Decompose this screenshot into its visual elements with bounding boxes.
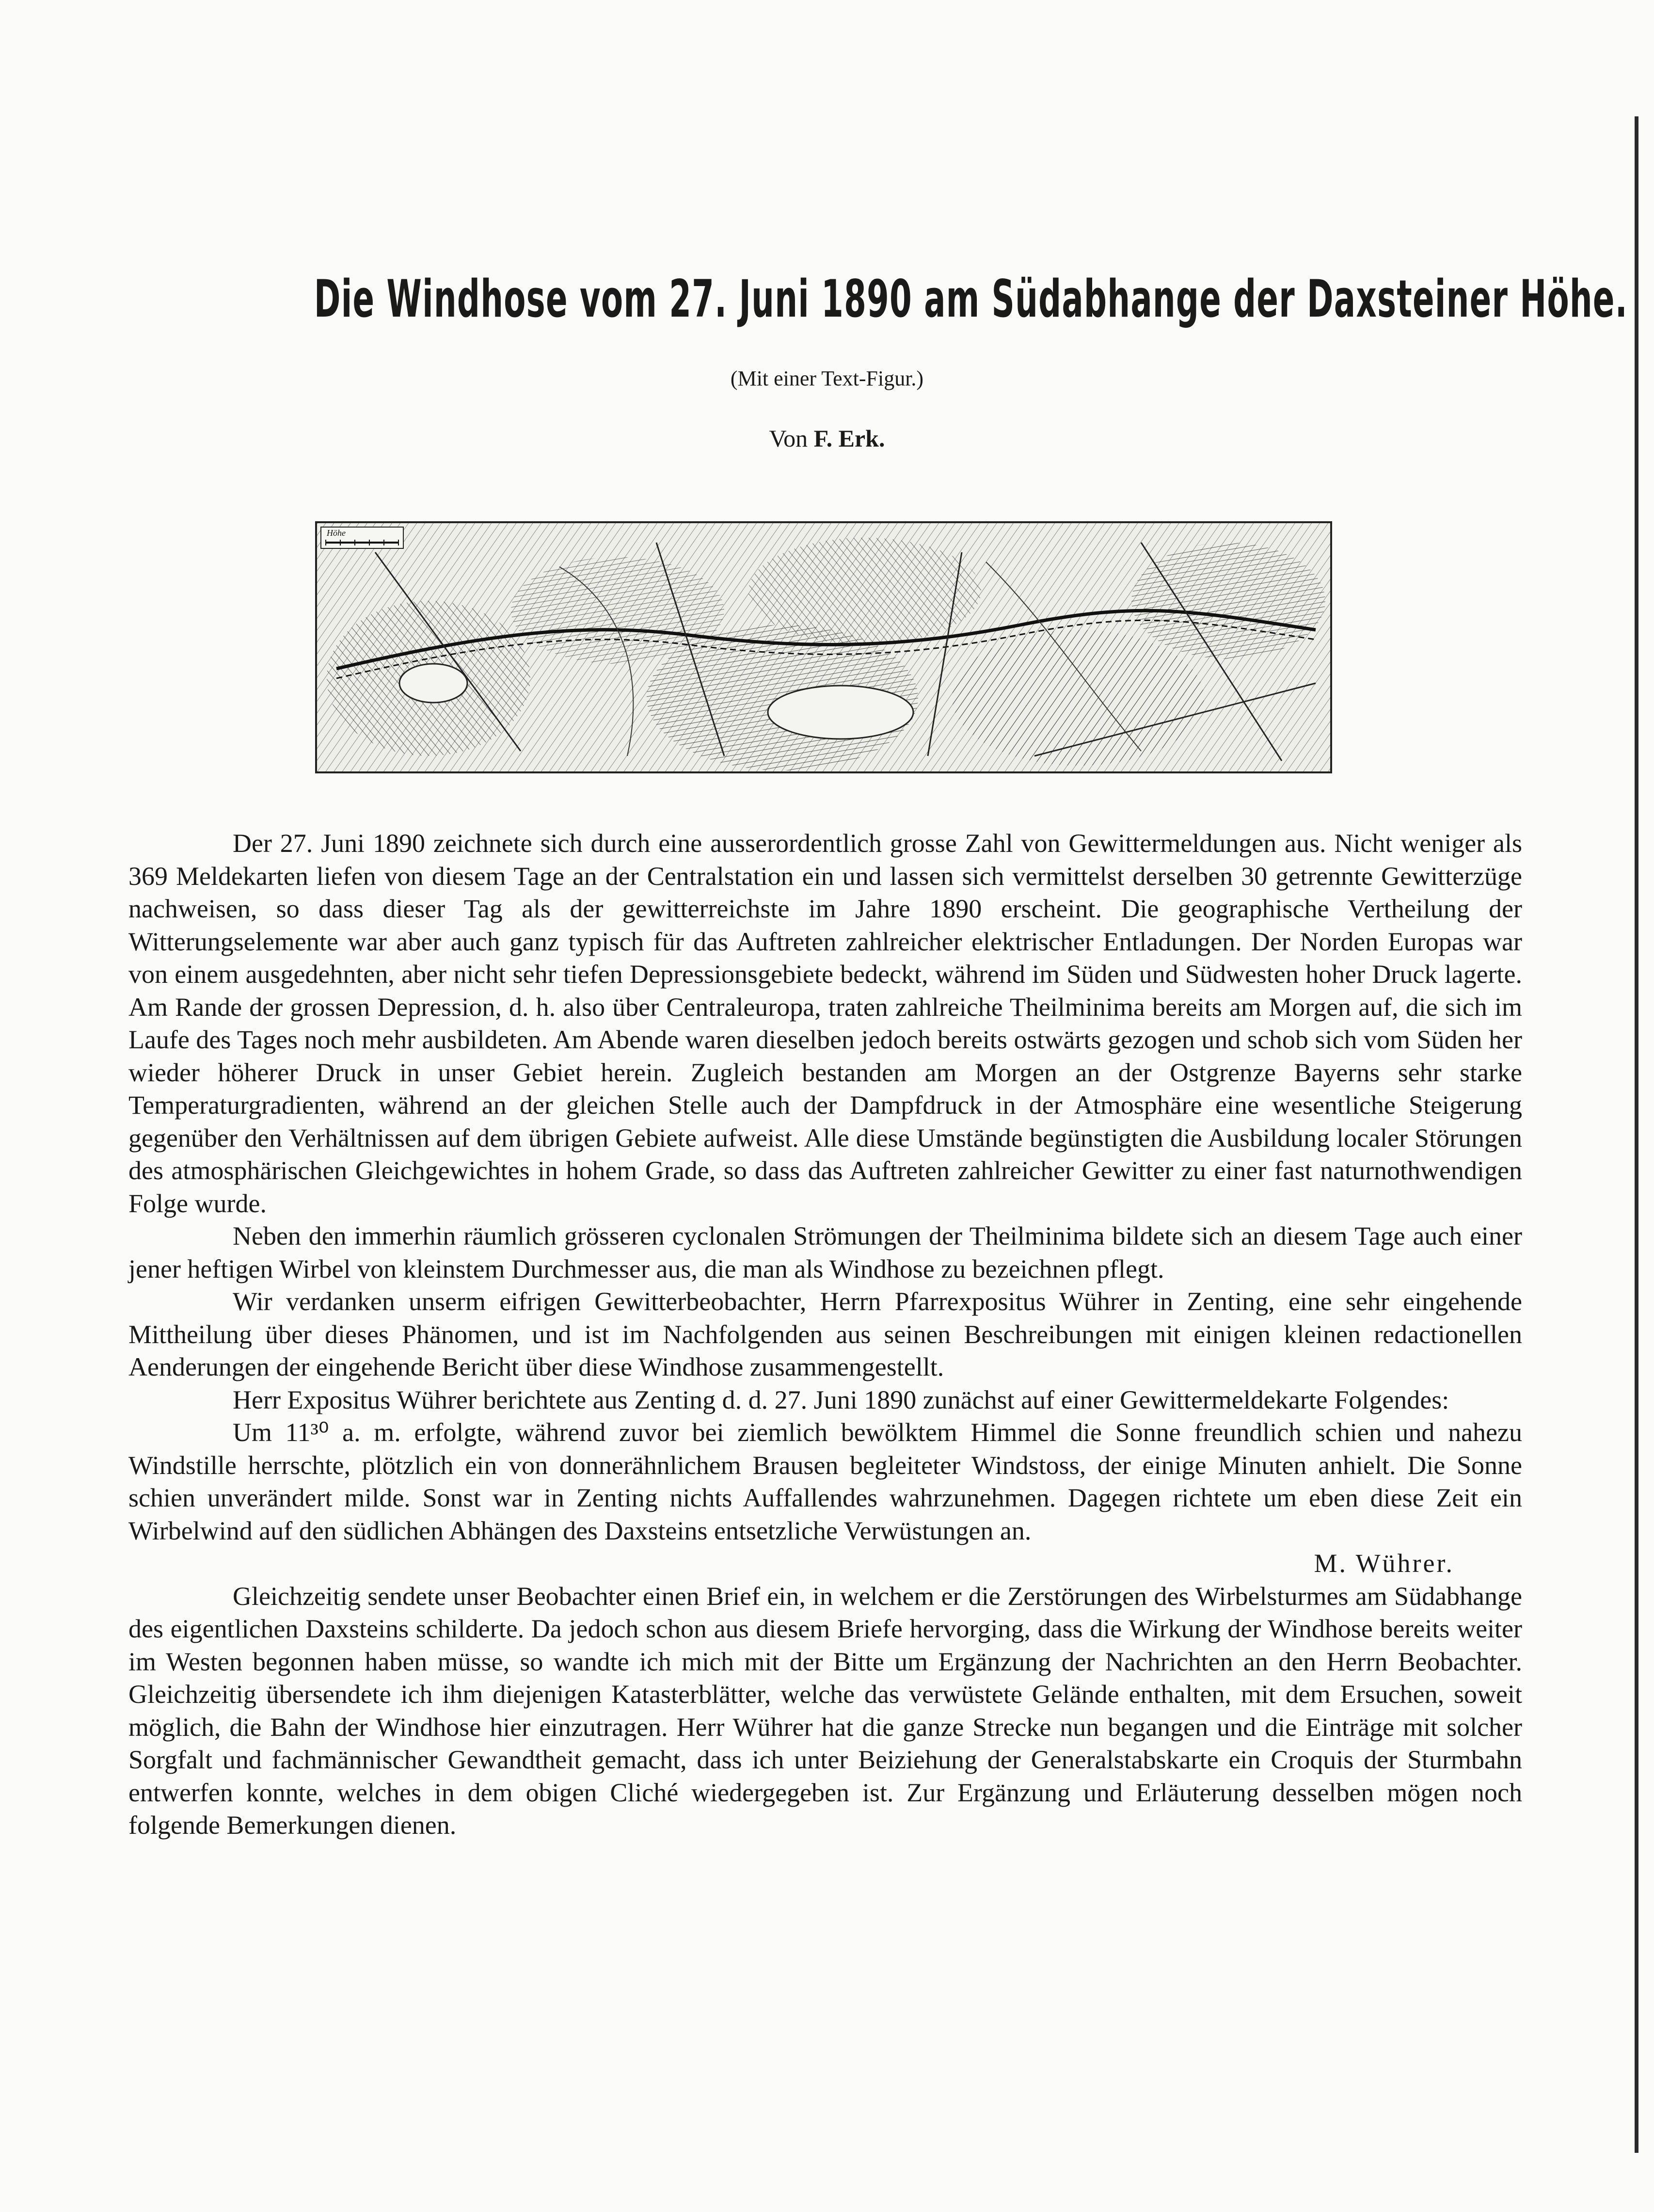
quote-signature: M. Wührer. xyxy=(1314,1549,1454,1578)
map-scale-label: Höhe xyxy=(327,528,346,538)
terrain-map-illustration xyxy=(317,523,1330,771)
paragraph-4: Herr Expositus Wührer berichtete aus Zenting d. d. 27. Juni 1890 zunächst auf einer Gewittermeldekarte Folgendes: xyxy=(233,1385,1449,1414)
article-subtitle: (Mit einer Text-Figur.) xyxy=(730,367,924,390)
article-byline xyxy=(0,424,1654,452)
paragraph-3: Wir verdanken unserm eifrigen Gewitterbeobachter, Herrn Pfarrexpositus Wührer in Zenting, eine sehr eingehende Mittheilung über dieses Phänomen, und ist im Nachfolgenden aus seinen Beschreibungen mit einigen kleinen redactionellen Aenderungen der eingehende Bericht über diese Windhose zusammengestellt. xyxy=(128,1287,1522,1381)
paragraph-2: Neben den immerhin räumlich grösseren cyclonalen Strömungen der Theilminima bildete sich an diesem Tage auch einer jener heftigen Wirbel von kleinstem Durchmesser aus, die man als Windhose zu bezeichnen pflegt. xyxy=(128,1221,1522,1283)
storm-track-map-figure xyxy=(315,521,1332,773)
byline-prefix: Von xyxy=(769,425,808,452)
paragraph-1: Der 27. Juni 1890 zeichnete sich durch eine ausserordentlich grosse Zahl von Gewittermeldungen aus. Nicht weniger als 369 Meldekarten liefen von diesem Tage an der Centralstation ein und lassen sich vermittelst derselben 30 getrennte Gewitterzüge nachweisen, so dass dieser Tag als der gewitterreichste im Jahre 1890 erscheint. Die geographische Vertheilung der Witterungselemente war aber auch ganz typisch für das Auftreten zahlreicher elektrischer Entladungen. Der Norden Europas war von einem ausgedehnten, aber nicht sehr tiefen Depressionsgebiete bedeckt, während im Süden und Südwesten hoher Druck lagerte. Am Rande der grossen Depression, d. h. also über Centraleuropa, traten zahlreiche Theilminima bereits am Morgen auf, die sich im Laufe des Tages noch mehr ausbildeten. Am Abende waren dieselben jedoch bereits ostwärts gezogen und schob sich vom Süden her wieder höherer Druck in unser Gebiet herein. Zugleich bestanden am Morgen an der Ostgrenze Bayerns sehr starke Temperaturgradienten, während an der gleichen Stelle auch der Dampfdruck in der Atmosphäre eine wesentliche Steigerung gegenüber den Verhältnissen auf dem übrigen Gebiete aufweist. Alle diese Umstände begünstigten die Ausbildung localer Störungen des atmosphärischen Gleichgewichtes in hohem Grade, so dass das Auftreten zahlreicher Gewitter zu einer fast naturnothwendigen Folge wurde. xyxy=(128,829,1522,1218)
byline-author: F. Erk. xyxy=(813,425,885,452)
page-binding-edge xyxy=(1635,116,1638,2153)
article-title: Die Windhose vom 27. Juni 1890 am Südabhange der Daxsteiner Höhe. xyxy=(314,269,1628,329)
paragraph-6: Gleichzeitig sendete unser Beobachter einen Brief ein, in welchem er die Zerstörungen des Wirbelsturmes am Südabhange des eigentlichen Daxsteins schilderte. Da jedoch schon aus diesem Briefe hervorging, dass die Wirkung der Windhose bereits weiter im Westen begonnen haben müsse, so wandte ich mich mit der Bitte um Ergänzung der Nachrichten an den Herrn Beobachter. Gleichzeitig übersendete ich ihm diejenigen Katasterblätter, welche das verwüstete Gelände enthalten, mit dem Ersuchen, soweit möglich, die Bahn der Windhose hier einzutragen. Herr Wührer hat die ganze Strecke nun begangen und die Einträge mit solcher Sorgfalt und fachmännischer Gewandtheit gemacht, dass ich unter Beiziehung der Generalstabskarte ein Croquis der Sturmbahn entwerfen konnte, welches in dem obigen Cliché wiedergegeben ist. Zur Ergänzung und Erläuterung desselben mögen noch folgende Bemerkungen dienen. xyxy=(128,1581,1522,1840)
paragraph-5-quote: Um 11³⁰ a. m. erfolgte, während zuvor bei ziemlich bewölktem Himmel die Sonne freundlich schien und nahezu Windstille herrschte, plötzlich ein von donnerähnlichem Brausen begleiteter Windstoss, der einige Minuten anhielt. Die Sonne schien unverändert milde. Sonst war in Zenting nichts Auffallendes wahrzunehmen. Dagegen richtete um eben diese Zeit ein Wirbelwind auf den südlichen Abhängen des Daxsteins entsetzliche Verwüstungen an. xyxy=(128,1418,1522,1545)
article-body xyxy=(128,827,1522,1842)
